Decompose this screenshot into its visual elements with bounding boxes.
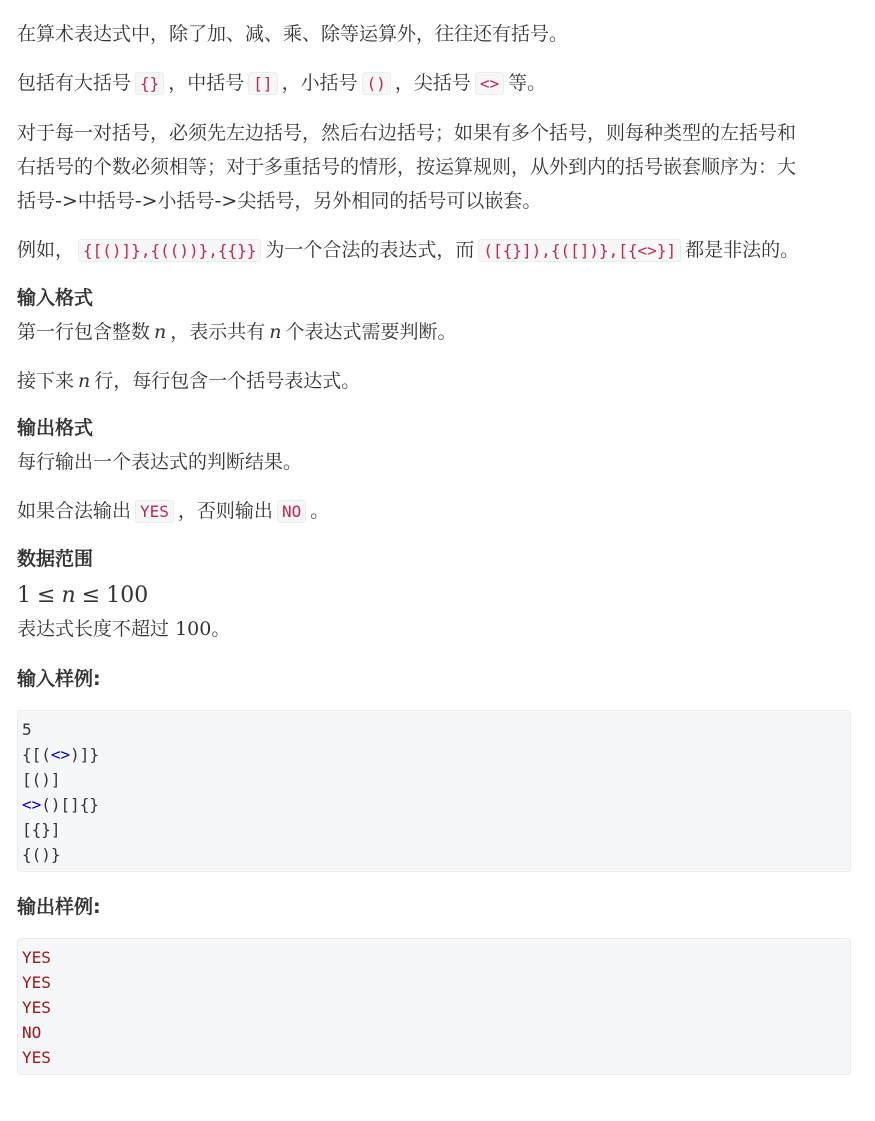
code-illegal-examples: ([{}]),{([])},[{<>}] [478,239,681,262]
sample-input-line: <>()[]{} [22,795,100,814]
code-round: () [362,72,391,95]
formula-upper: 100 [106,583,149,608]
sample-input-line: [()] [22,770,61,789]
text: ，表示共有 [170,321,266,343]
intro-paragraph-1: 在算术表达式中，除了加、减、乘、除等运算外，往往还有括号。 [17,23,569,45]
sample-output-line: YES [22,973,51,992]
text: 个表达式需要判断。 [285,321,457,343]
text: ，中括号 [168,72,245,94]
text-line: 括号->中括号->小括号->尖括号，另外相同的括号可以嵌套。 [17,190,542,212]
input-format-heading: 输入格式 [17,287,94,309]
code-no: NO [277,500,306,523]
input-format-line-1 [17,315,851,349]
text: 例如， [17,239,75,261]
math-number: 100 [175,618,212,640]
sample-output-line: NO [22,1023,42,1042]
text: 如果合法输出 [17,500,132,522]
code-angle: <> [475,72,504,95]
code-curly: {} [135,72,164,95]
code-square: [] [248,72,277,95]
text: ，尖括号 [394,72,471,94]
text: 接下来 [17,370,75,392]
output-format-line-2 [17,494,851,529]
data-range-line-2 [17,614,851,644]
sample-input-line: {()} [22,845,61,864]
text: 等。 [508,72,547,94]
intro-paragraph-3 [17,116,851,218]
sample-input-line: 5 [22,720,32,739]
sample-output-line: YES [22,948,51,967]
data-range-heading: 数据范围 [17,548,94,570]
output-format-line-1: 每行输出一个表达式的判断结果。 [17,451,303,473]
sample-input-line: [{}] [22,820,61,839]
text: 。 [310,500,330,522]
text: 第一行包含整数 [17,321,151,343]
sample-input-line: {[(<>)]} [22,745,100,764]
sample-input-block [17,710,851,872]
formula-lower: 1 [17,583,31,608]
text: ，小括号 [281,72,358,94]
intro-paragraph-4 [17,233,851,268]
sample-output-block [17,938,851,1075]
sample-input-heading: 输入样例: [17,668,101,690]
text: 表达式长度不超过 [17,618,170,640]
data-range-formula [17,578,851,614]
text: 为一个合法的表达式，而 [265,239,475,261]
text-line: 右括号的个数必须相等；对于多重括号的情形，按运算规则，从外到内的括号嵌套顺序为：大 [17,156,797,178]
formula-le: ≤ [37,583,56,608]
angle-bracket-token: <> [50,745,71,764]
sample-output-heading: 输出样例: [17,896,101,918]
math-var: n [269,321,282,343]
text: ，否则输出 [177,500,273,522]
output-format-heading: 输出格式 [17,417,94,439]
math-var: n [154,321,167,343]
formula-var: n [61,583,76,608]
angle-bracket-token: <> [22,795,42,814]
text: 行，每行包含一个括号表达式。 [94,370,361,392]
formula-le: ≤ [81,583,101,608]
code-yes: YES [135,500,174,523]
input-format-line-2 [17,364,851,398]
text-line: 对于每一对括号，必须先左边括号，然后右边括号；如果有多个括号，则每种类型的左括号和 [17,122,797,144]
sample-output-line: YES [22,998,51,1017]
math-var: n [78,370,91,392]
text: 都是非法的。 [685,239,800,261]
text: 。 [211,618,231,640]
code-legal-examples: {[()]},{(())},{{}} [78,239,261,262]
text: 包括有大括号 [17,72,132,94]
intro-paragraph-2 [17,66,851,101]
sample-output-line: YES [22,1048,51,1067]
